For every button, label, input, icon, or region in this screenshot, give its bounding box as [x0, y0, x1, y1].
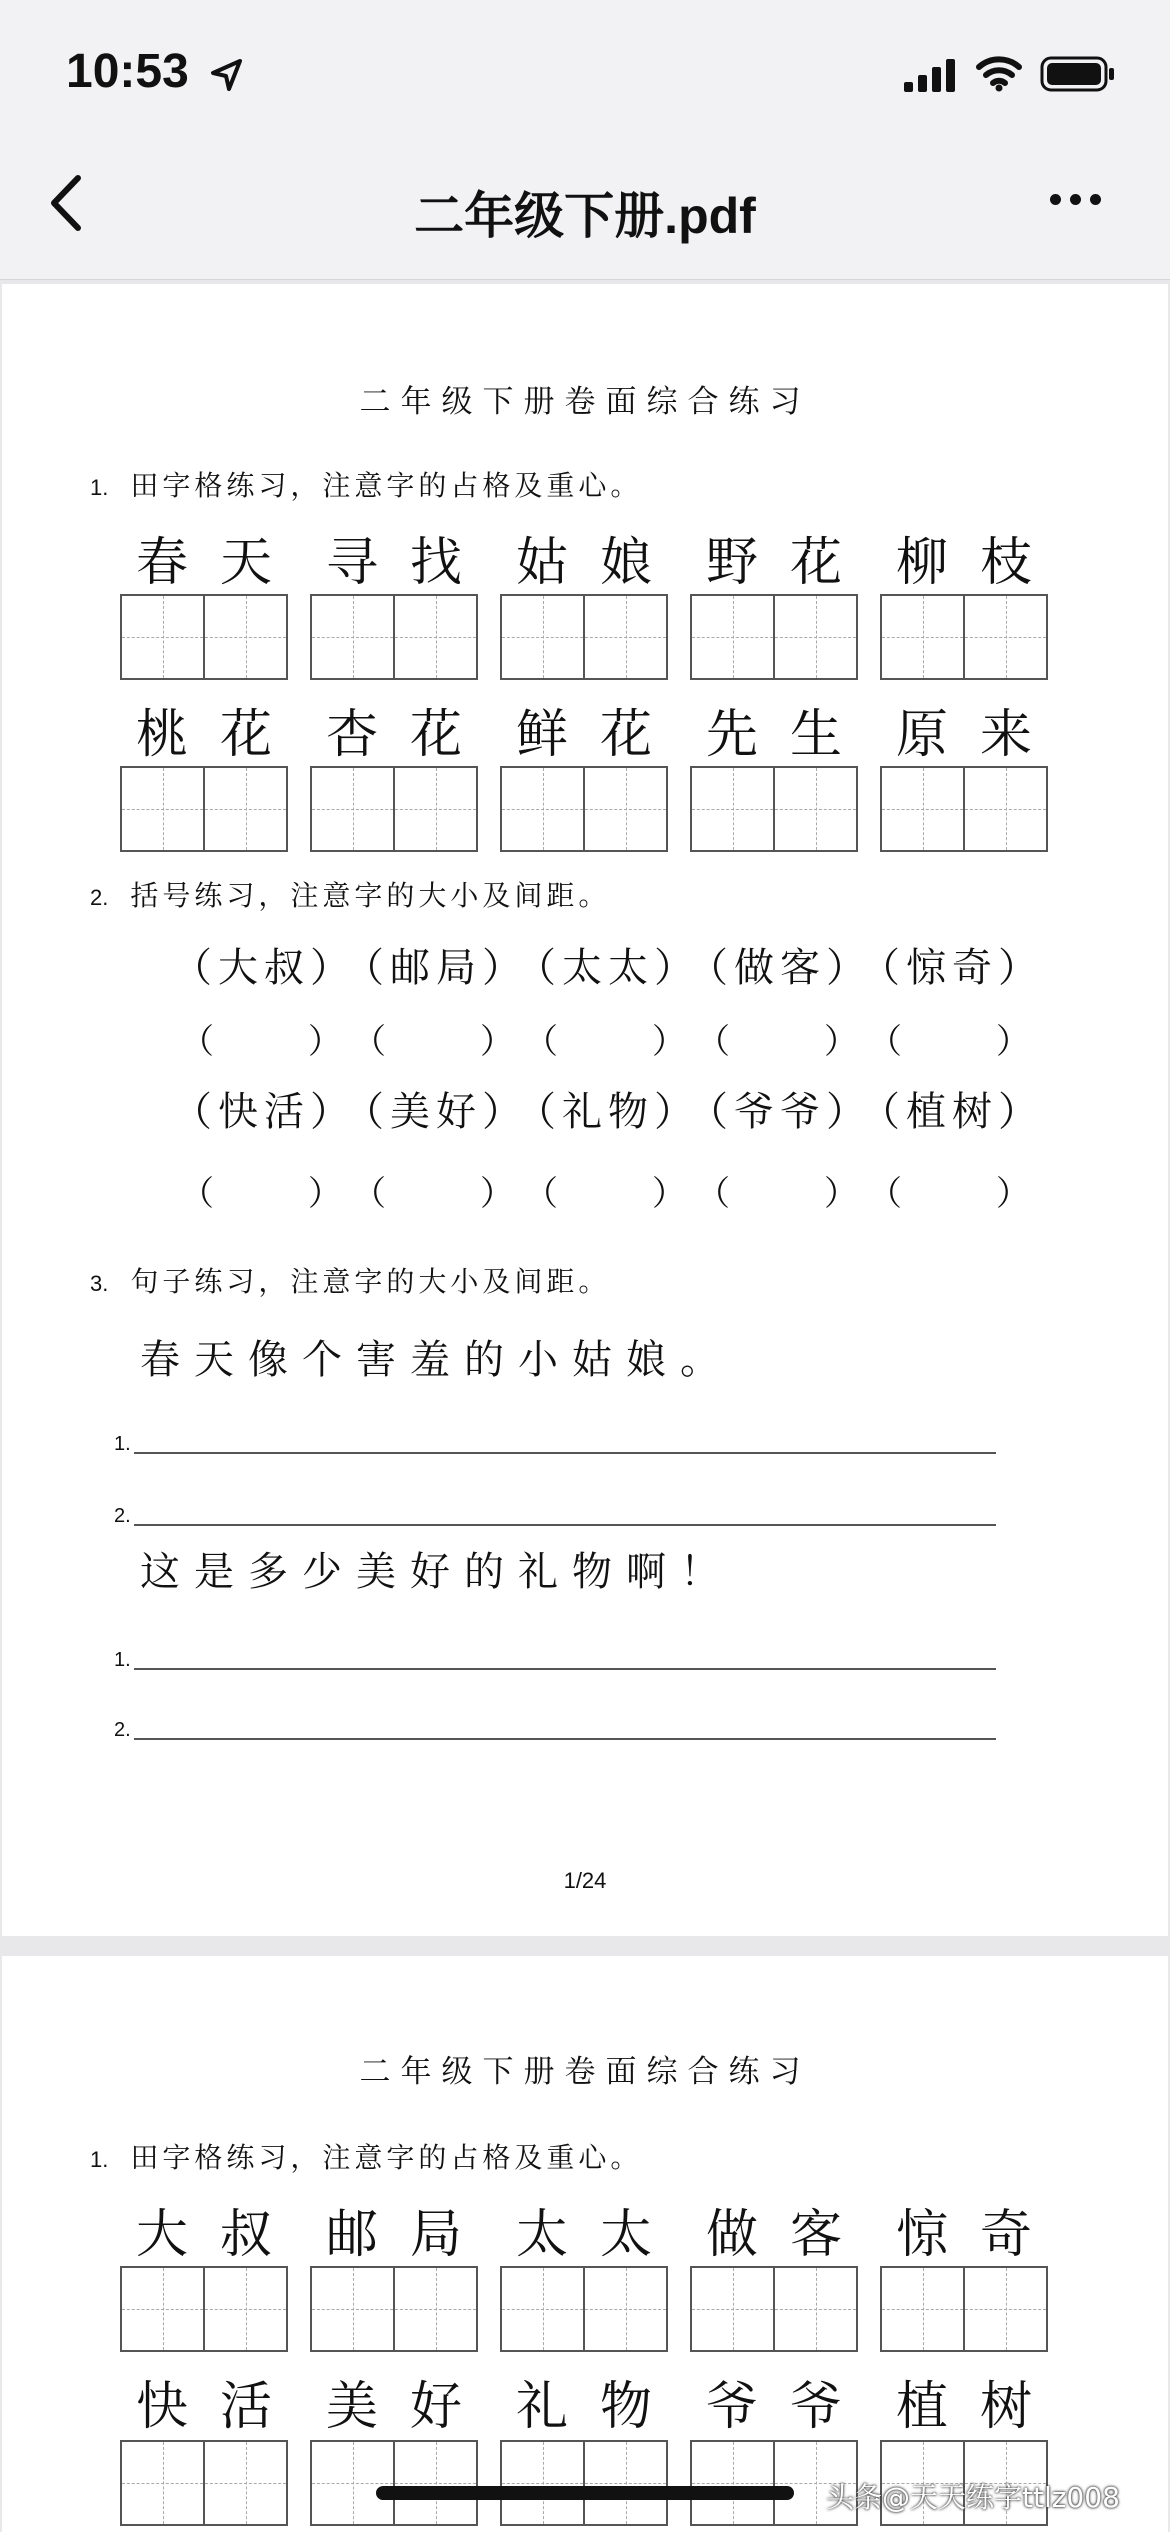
close-bracket: ） [652, 1022, 686, 1062]
practice-character: 寻 [325, 533, 378, 593]
practice-character: 局 [409, 2205, 462, 2265]
close-bracket: ） [480, 1174, 514, 1214]
bracket-blank [172, 1014, 344, 1064]
status-time: 10:53 [66, 45, 189, 98]
practice-character: 天 [219, 533, 272, 593]
tianzige-cell [692, 768, 773, 850]
practice-word [690, 2192, 858, 2267]
practice-word [120, 2192, 288, 2267]
practice-word [500, 2364, 668, 2439]
practice-character: 大 [135, 2205, 188, 2265]
tianzige-box [310, 2266, 478, 2352]
practice-word [500, 520, 668, 595]
writing-line [114, 1712, 996, 1742]
practice-word [310, 692, 478, 767]
tianzige-cell [692, 596, 773, 678]
tianzige-cell [583, 596, 666, 678]
bracket-word: （惊奇） [860, 945, 1044, 991]
tianzige-row-1 [2, 2266, 1168, 2352]
practice-word [120, 2364, 288, 2439]
question-text: 句子练习，注意字的大小及间距。 [130, 1265, 611, 1298]
practice-word [690, 692, 858, 767]
practice-word [880, 2364, 1048, 2439]
practice-character: 叔 [219, 2205, 272, 2265]
bracket-word: （做客） [688, 945, 872, 991]
practice-character: 野 [705, 533, 758, 593]
question-3 [90, 1260, 610, 1300]
close-bracket: ） [652, 1174, 686, 1214]
pdf-page-2 [2, 1956, 1168, 2532]
word-row-2 [2, 692, 1168, 765]
tianzige-box [310, 2440, 478, 2526]
tianzige-cell [963, 2268, 1046, 2350]
tianzige-box [690, 766, 858, 852]
open-bracket: （ [180, 1022, 214, 1062]
cellular-signal-icon [904, 58, 958, 92]
question-number: 2. [90, 885, 109, 910]
practice-word [500, 692, 668, 767]
tianzige-cell [502, 2268, 583, 2350]
practice-word [310, 520, 478, 595]
practice-word [120, 692, 288, 767]
practice-character: 先 [705, 705, 758, 765]
tianzige-cell [312, 596, 393, 678]
tianzige-cell [963, 768, 1046, 850]
practice-word [310, 2192, 478, 2267]
practice-character: 爷 [789, 2377, 842, 2437]
tianzige-cell [203, 2268, 286, 2350]
question-1 [90, 464, 642, 504]
question-number: 1. [90, 475, 109, 500]
question-text: 括号练习，注意字的大小及间距。 [130, 879, 611, 912]
practice-word [880, 2192, 1048, 2267]
tianzige-cell [393, 596, 476, 678]
tianzige-box [120, 2440, 288, 2526]
tianzige-box [690, 2266, 858, 2352]
bracket-word: （大叔） [172, 945, 356, 991]
open-bracket: （ [180, 1174, 214, 1214]
close-bracket: ） [308, 1022, 342, 1062]
bracket-blank [344, 1166, 516, 1216]
bracket-word: （邮局） [344, 945, 528, 991]
tianzige-cell [203, 596, 286, 678]
practice-character: 鲜 [515, 705, 568, 765]
worksheet-title: 二年级下册卷面综合练习 [359, 384, 811, 420]
question-number: 3. [90, 1271, 109, 1296]
tianzige-cell [203, 2442, 286, 2524]
practice-character: 太 [515, 2205, 568, 2265]
tianzige-cell [583, 768, 666, 850]
practice-character: 惊 [895, 2205, 948, 2265]
tianzige-cell [882, 596, 963, 678]
open-bracket: （ [868, 1022, 902, 1062]
practice-character: 花 [789, 533, 842, 593]
practice-character: 礼 [515, 2377, 568, 2437]
question-2 [90, 874, 610, 914]
tianzige-cell [773, 768, 856, 850]
bracket-blank [344, 1014, 516, 1064]
tianzige-cell [122, 596, 203, 678]
open-bracket: （ [696, 1022, 730, 1062]
practice-character: 花 [599, 705, 652, 765]
practice-character: 活 [219, 2377, 272, 2437]
word-row-2 [2, 2364, 1168, 2437]
bracket-blank [516, 1166, 688, 1216]
tianzige-cell [773, 2268, 856, 2350]
wifi-icon [975, 54, 1023, 92]
practice-character: 美 [325, 2377, 378, 2437]
bracket-word: （礼物） [516, 1089, 700, 1135]
open-bracket: （ [524, 1022, 558, 1062]
line-number: 2. [114, 1505, 131, 1527]
tianzige-box [310, 594, 478, 680]
question-text: 田字格练习，注意字的占格及重心。 [130, 469, 643, 502]
tianzige-box [500, 594, 668, 680]
practice-word [880, 692, 1048, 767]
practice-word [880, 520, 1048, 595]
tianzige-cell [692, 2268, 773, 2350]
tianzige-box [120, 594, 288, 680]
bracket-blank [688, 1166, 860, 1216]
practice-character: 找 [409, 533, 462, 593]
open-bracket: （ [868, 1174, 902, 1214]
bracket-word: （太太） [516, 945, 700, 991]
tianzige-box [880, 594, 1048, 680]
question-1 [90, 2136, 642, 2176]
top-bar [0, 0, 1170, 280]
bracket-blank [860, 1166, 1032, 1216]
tianzige-cell [393, 2268, 476, 2350]
practice-word [500, 2192, 668, 2267]
word-row-1 [2, 520, 1168, 593]
tianzige-cell [393, 2442, 476, 2524]
tianzige-cell [122, 2442, 203, 2524]
line-number: 2. [114, 1719, 131, 1741]
tianzige-box [880, 2266, 1048, 2352]
practice-character: 姑 [515, 533, 568, 593]
practice-character: 奇 [979, 2205, 1032, 2265]
bracket-word: （植树） [860, 1089, 1044, 1135]
practice-character: 植 [895, 2377, 948, 2437]
line-number: 1. [114, 1649, 131, 1671]
tianzige-box [500, 2440, 668, 2526]
bracket-blank [516, 1014, 688, 1064]
location-arrow-icon [210, 58, 244, 92]
close-bracket: ） [996, 1174, 1030, 1214]
practice-character: 生 [789, 705, 842, 765]
line-number: 1. [114, 1433, 131, 1455]
tianzige-box [500, 2266, 668, 2352]
practice-character: 客 [789, 2205, 842, 2265]
more-options-icon[interactable] [1050, 190, 1120, 220]
practice-character: 树 [979, 2377, 1032, 2437]
close-bracket: ） [480, 1022, 514, 1062]
bracket-row-2 [2, 1080, 1168, 1140]
practice-character: 春 [135, 533, 188, 593]
practice-character: 快 [135, 2377, 188, 2437]
practice-character: 花 [409, 705, 462, 765]
practice-character: 邮 [325, 2205, 378, 2265]
bracket-word: （美好） [344, 1089, 528, 1135]
practice-character: 娘 [599, 533, 652, 593]
tianzige-cell [203, 768, 286, 850]
tianzige-cell [773, 596, 856, 678]
tianzige-cell [502, 596, 583, 678]
document-title: 二年级下册.pdf [414, 188, 756, 244]
writing-line [114, 1426, 996, 1456]
practice-character: 物 [599, 2377, 652, 2437]
practice-character: 花 [219, 705, 272, 765]
page-number: 1/24 [563, 1868, 607, 1893]
tianzige-cell [882, 2268, 963, 2350]
bracket-word: （爷爷） [688, 1089, 872, 1135]
battery-icon [1040, 56, 1116, 92]
tianzige-cell [963, 596, 1046, 678]
worksheet-title: 二年级下册卷面综合练习 [359, 2054, 811, 2090]
open-bracket: （ [696, 1174, 730, 1214]
watermark: 头条@天天练字ttlz008 [826, 2481, 1120, 2514]
tianzige-cell [312, 768, 393, 850]
open-bracket: （ [524, 1174, 558, 1214]
practice-character: 杏 [325, 705, 378, 765]
practice-word [690, 2364, 858, 2439]
open-bracket: （ [352, 1022, 386, 1062]
bracket-blank [172, 1166, 344, 1216]
rule-line [134, 1452, 996, 1454]
rule-line [134, 1738, 996, 1740]
practice-word [120, 520, 288, 595]
practice-character: 太 [599, 2205, 652, 2265]
tianzige-box [690, 594, 858, 680]
word-row-1 [2, 2192, 1168, 2265]
practice-character: 好 [409, 2377, 462, 2437]
close-bracket: ） [308, 1174, 342, 1214]
tianzige-cell [583, 2268, 666, 2350]
tianzige-cell [122, 768, 203, 850]
bracket-blank [860, 1014, 1032, 1064]
tianzige-box [120, 2266, 288, 2352]
open-bracket: （ [352, 1174, 386, 1214]
tianzige-cell [692, 2442, 773, 2524]
pdf-page-1 [2, 284, 1168, 1936]
rule-line [134, 1668, 996, 1670]
practice-word [690, 520, 858, 595]
writing-line [114, 1642, 996, 1672]
practice-character: 原 [895, 705, 948, 765]
writing-line [114, 1498, 996, 1528]
rule-line [134, 1524, 996, 1526]
tianzige-cell [502, 768, 583, 850]
question-text: 田字格练习，注意字的占格及重心。 [130, 2141, 643, 2174]
bracket-blank [688, 1014, 860, 1064]
tianzige-box [880, 766, 1048, 852]
tianzige-box [500, 766, 668, 852]
practice-character: 爷 [705, 2377, 758, 2437]
practice-character: 枝 [979, 533, 1032, 593]
tianzige-cell [393, 768, 476, 850]
close-bracket: ） [824, 1174, 858, 1214]
practice-character: 桃 [135, 705, 188, 765]
bracket-blank-row-1 [2, 1014, 1168, 1074]
question-number: 1. [90, 2147, 109, 2172]
sentence-2: 这是多少美好的礼物啊！ [140, 1549, 734, 1595]
tianzige-cell [312, 2268, 393, 2350]
practice-character: 柳 [895, 533, 948, 593]
practice-word [310, 2364, 478, 2439]
close-bracket: ） [824, 1022, 858, 1062]
tianzige-box [310, 766, 478, 852]
tianzige-cell [882, 768, 963, 850]
tianzige-row-1 [2, 594, 1168, 680]
tianzige-cell [312, 2442, 393, 2524]
bracket-word: （快活） [172, 1089, 356, 1135]
practice-character: 来 [979, 705, 1032, 765]
tianzige-box [120, 766, 288, 852]
tianzige-cell [583, 2442, 666, 2524]
sentence-1: 春天像个害羞的小姑娘。 [140, 1337, 734, 1383]
tianzige-cell [502, 2442, 583, 2524]
bracket-row-1 [2, 936, 1168, 996]
tianzige-row-2 [2, 766, 1168, 852]
bracket-blank-row-2 [2, 1166, 1168, 1226]
tianzige-cell [122, 2268, 203, 2350]
practice-character: 做 [705, 2205, 758, 2265]
close-bracket: ） [996, 1022, 1030, 1062]
home-indicator[interactable] [376, 2486, 794, 2500]
